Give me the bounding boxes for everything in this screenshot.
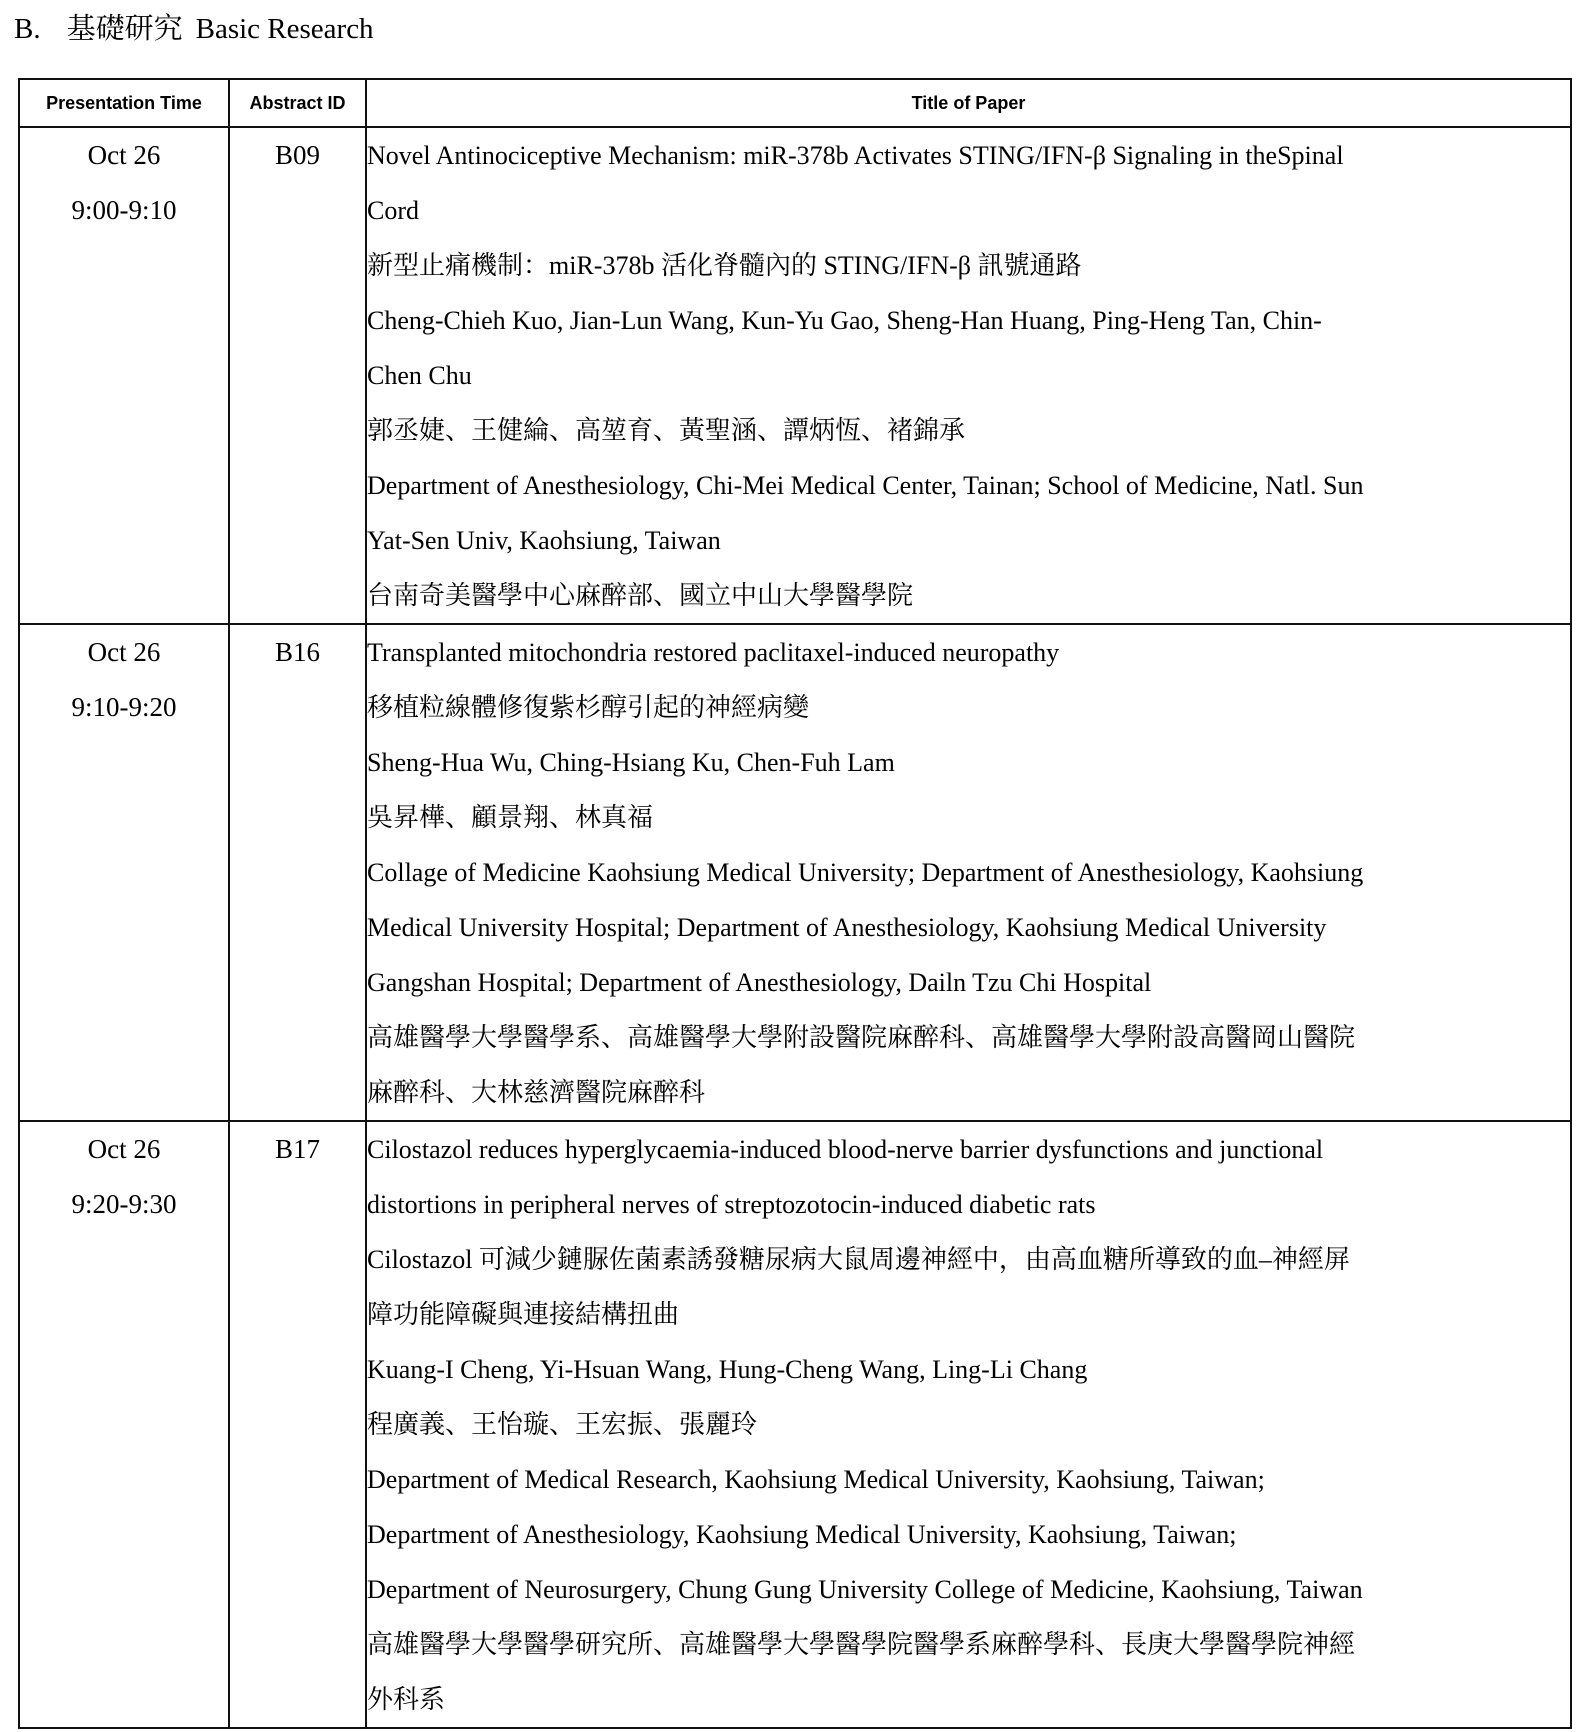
paper-affiliation-line: Yat-Sen Univ, Kaohsiung, Taiwan [367, 526, 721, 555]
column-header-title-of-paper: Title of Paper [366, 79, 1571, 127]
paper-affiliation-cjk-line: 高雄醫學大學醫學研究所、高雄醫學大學醫學院醫學系麻醉學科、長庚大學醫學院神經 [367, 1630, 1356, 1659]
presentation-time-cell [19, 127, 229, 624]
paper-affiliation-line: Gangshan Hospital; Department of Anesthesiology, Dailn Tzu Chi Hospital [367, 968, 1152, 997]
paper-affiliation-cjk-line: 外科系 [367, 1685, 446, 1714]
table-row [19, 1121, 1571, 1728]
paper-authors-cjk-line: 郭丞婕、王健綸、高堃育、黃聖涵、譚炳恆、褚錦承 [367, 416, 966, 445]
paper-title-line: Transplanted mitochondria restored paclitaxel-induced neuropathy [367, 638, 1060, 667]
abstract-id-cell [229, 1121, 366, 1728]
paper-authors-cjk-line: 吳昇樺、顧景翔、林真福 [367, 803, 654, 832]
paper-affiliation-line: Department of Anesthesiology, Kaohsiung Medical University, Kaohsiung, Taiwan; [367, 1520, 1237, 1549]
section-title-cjk: 基礎研究 [66, 13, 183, 45]
paper-title-cjk-line: 新型止痛機制：miR-378b 活化脊髓內的 STING/IFN-β 訊號通路 [367, 251, 1082, 280]
paper-title-cjk-line: 障功能障礙與連接結構扭曲 [367, 1300, 680, 1329]
presentation-date: Oct 26 [87, 637, 161, 667]
presentation-time: 9:20-9:30 [71, 1189, 177, 1219]
schedule-table [18, 78, 1572, 1729]
section-title-en: Basic Research [195, 13, 374, 45]
column-header-abstract-id: Abstract ID [229, 79, 366, 127]
paper-affiliation-cjk-line: 台南奇美醫學中心麻醉部、國立中山大學醫學院 [367, 581, 914, 610]
abstract-id-cell [229, 127, 366, 624]
paper-cell [366, 624, 1571, 1121]
paper-affiliation-line: Medical University Hospital; Department of Anesthesiology, Kaohsiung Medical University [367, 913, 1327, 942]
page-title [14, 8, 1586, 50]
table-row [19, 624, 1571, 1121]
presentation-time: 9:10-9:20 [71, 692, 177, 722]
paper-cell [366, 1121, 1571, 1728]
paper-affiliation-line: Collage of Medicine Kaohsiung Medical University; Department of Anesthesiology, Kaohsiung [367, 858, 1364, 887]
paper-affiliation-line: Department of Medical Research, Kaohsiung Medical University, Kaohsiung, Taiwan; [367, 1465, 1265, 1494]
paper-title-line: Cilostazol reduces hyperglycaemia-induced blood-nerve barrier dysfunctions and junctional [367, 1135, 1324, 1164]
abstract-id: B16 [274, 637, 320, 667]
presentation-time: 9:00-9:10 [71, 195, 177, 225]
paper-authors-line: Cheng-Chieh Kuo, Jian-Lun Wang, Kun-Yu Gao, Sheng-Han Huang, Ping-Heng Tan, Chin- [367, 306, 1322, 335]
paper-authors-line: Chen Chu [367, 361, 472, 390]
paper-title-cjk-line: 移植粒線體修復紫杉醇引起的神經病變 [367, 693, 810, 722]
paper-affiliation-line: Department of Neurosurgery, Chung Gung University College of Medicine, Kaohsiung, Taiwan [367, 1575, 1363, 1604]
paper-affiliation-cjk-line: 高雄醫學大學醫學系、高雄醫學大學附設醫院麻醉科、高雄醫學大學附設高醫岡山醫院 [367, 1023, 1356, 1052]
presentation-time-cell [19, 624, 229, 1121]
paper-title-line: distortions in peripheral nerves of streptozotocin-induced diabetic rats [367, 1190, 1096, 1219]
presentation-date: Oct 26 [87, 140, 161, 170]
abstract-id: B09 [274, 140, 320, 170]
paper-title-line: Cord [367, 196, 419, 225]
paper-affiliation-cjk-line: 麻醉科、大林慈濟醫院麻醉科 [367, 1078, 706, 1107]
paper-authors-cjk-line: 程廣義、王怡璇、王宏振、張麗玲 [367, 1410, 758, 1439]
paper-affiliation-line: Department of Anesthesiology, Chi-Mei Medical Center, Tainan; School of Medicine, Natl. Sun [367, 471, 1364, 500]
paper-title-cjk-line: Cilostazol 可減少鏈脲佐菌素誘發糖尿病大鼠周邊神經中，由高血糖所導致的血–神經屏 [367, 1245, 1350, 1274]
header-row [19, 79, 1571, 127]
section-letter: B. [14, 13, 41, 45]
abstract-id-cell [229, 624, 366, 1121]
paper-authors-line: Sheng-Hua Wu, Ching-Hsiang Ku, Chen-Fuh Lam [367, 748, 895, 777]
paper-cell [366, 127, 1571, 624]
presentation-date: Oct 26 [87, 1134, 161, 1164]
presentation-time-cell [19, 1121, 229, 1728]
paper-title-line: Novel Antinociceptive Mechanism: miR-378b Activates STING/IFN-β Signaling in theSpinal [367, 141, 1344, 170]
abstract-id: B17 [274, 1134, 320, 1164]
column-header-presentation-time: Presentation Time [19, 79, 229, 127]
table-row [19, 127, 1571, 624]
paper-authors-line: Kuang-I Cheng, Yi-Hsuan Wang, Hung-Cheng Wang, Ling-Li Chang [367, 1355, 1088, 1384]
